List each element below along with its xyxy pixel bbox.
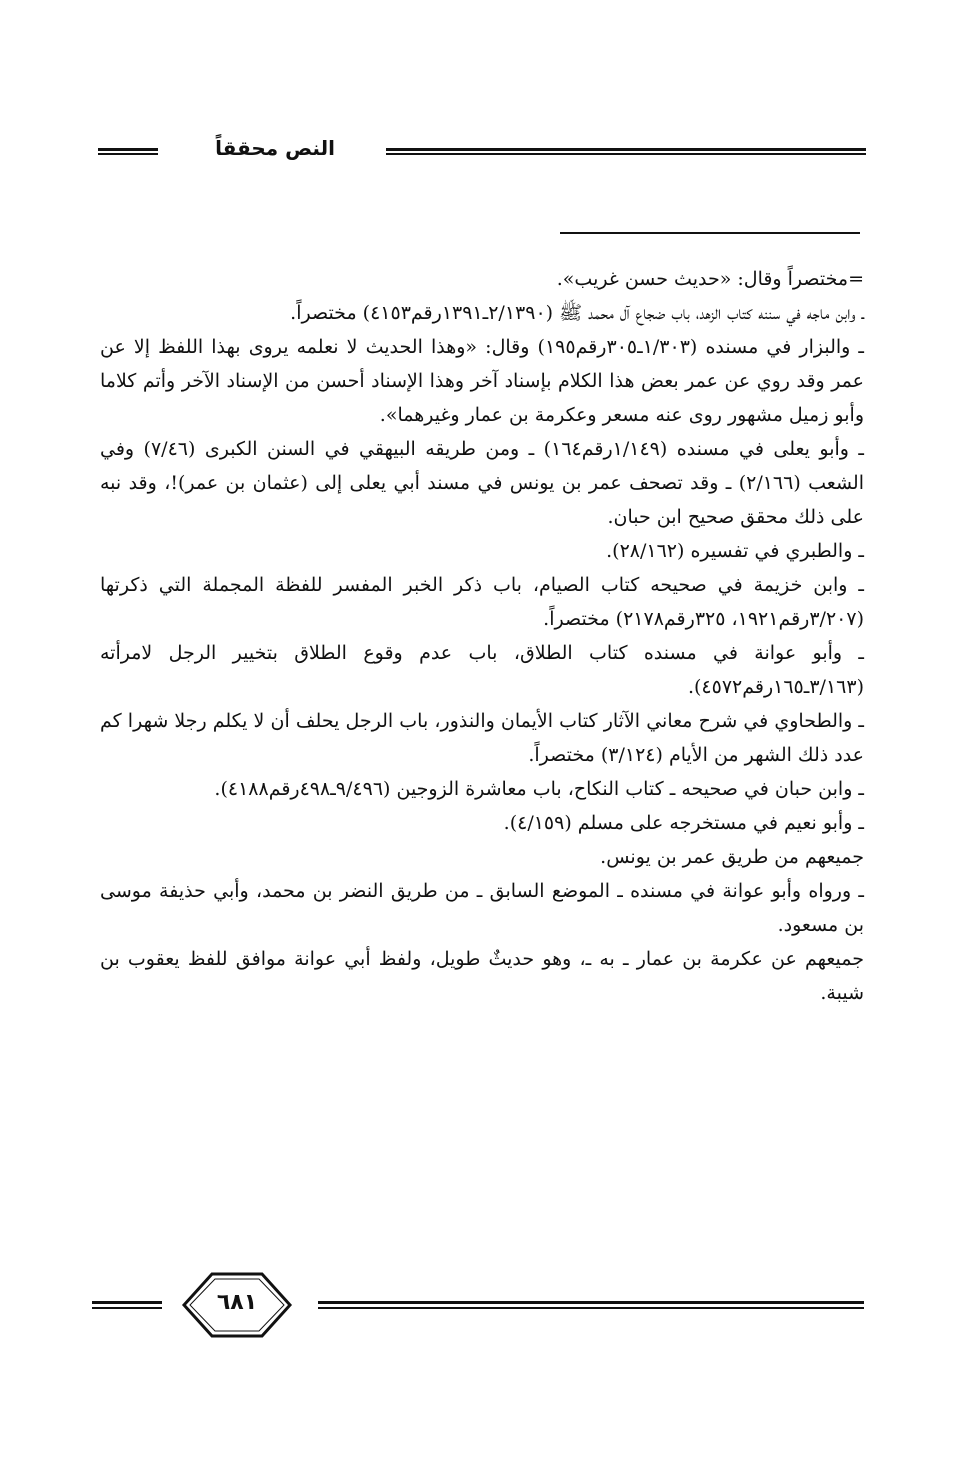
footnote-paragraph: ـ وابن ماجه في سننه كتاب الزهد، باب ضجاع آل محمد ﷺ (٢/١٣٩٠ـ١٣٩١رقم٤١٥٣) مختصراً. <box>290 302 864 324</box>
page-header <box>98 134 866 174</box>
page-footer <box>92 1270 864 1340</box>
footnote-separator <box>560 232 860 234</box>
header-rule-right <box>386 148 866 155</box>
footnote-paragraph: ـ وأبو عوانة في مسنده كتاب الطلاق، باب عدم وقوع الطلاق بتخيير الرجل لامرأته (٣/١٦٣ـ١٦٥رقم٤٥٧٢). <box>100 642 864 698</box>
running-title: النص محققاً <box>215 136 335 160</box>
footnote-paragraph: ـ والبزار في مسنده (١/٣٠٣ـ٣٠٥رقم١٩٥) وقال: «وهذا الحديث لا نعلمه يروى بهذا اللفظ إلا عن عمر وقد روي عن عمر بعض هذا الكلام بإسناد آخر وهذا الإسناد أحسن من الإسناد الآخر وأتم كلاما وأبو زميل مشهور روى عنه مسعر وعكرمة بن عمار وغيرهما». <box>100 336 864 426</box>
footnote-paragraph: =مختصراً وقال: «حديث حسن غريب». <box>556 268 864 290</box>
footnote-paragraph: ـ والطحاوي في شرح معاني الآثار كتاب الأيمان والنذور، باب الرجل يحلف أن لا يكلم رجلا شهرا كم عدد ذلك الشهر من الأيام (٣/١٢٤) مختصراً. <box>100 710 864 766</box>
footnote-paragraph: جميعهم عن عكرمة بن عمار ـ به ـ، وهو حديثٌ طويل، ولفظ أبي عوانة موافق للفظ يعقوب بن شيبة. <box>100 948 864 1004</box>
footnote-paragraph: ـ وأبو نعيم في مستخرجه على مسلم (٤/١٥٩). <box>503 812 864 834</box>
page-number: ٦٨١ <box>216 1290 258 1315</box>
footer-rule-left <box>92 1301 162 1309</box>
footnote-paragraph: جميعهم من طريق عمر بن يونس. <box>600 846 864 868</box>
footer-rule-right <box>318 1301 864 1309</box>
footnote-paragraph: ـ وابن خزيمة في صحيحه كتاب الصيام، باب ذكر الخبر المفسر للفظة المجملة التي ذكرتها (٣/٢٠٧رقم١٩٢١، ٣٢٥رقم٢١٧٨) مختصراً. <box>100 574 864 630</box>
footnote-paragraph: ـ وأبو يعلى في مسنده (١/١٤٩رقم١٦٤) ـ ومن طريقه البيهقي في السنن الكبرى (٧/٤٦) وفي الشعب (٢/١٦٦) ـ وقد تصحف عمر بن يونس في مسند أبي يعلى إلى (عثمان بن عمر)!، وقد نبه على ذلك محقق صحيح ابن حبان. <box>100 438 864 528</box>
footnote-body <box>100 262 864 1010</box>
footnote-paragraph: ـ والطبري في تفسيره (٢٨/١٦٢). <box>606 540 864 562</box>
footnote-paragraph: ـ ورواه وأبو عوانة في مسنده ـ الموضع السابق ـ من طريق النضر بن محمد، وأبي حذيفة موسى بن مسعود. <box>100 880 864 936</box>
header-rule-left <box>98 148 158 155</box>
footnote-paragraph: ـ وابن حبان في صحيحه ـ كتاب النكاح، باب معاشرة الزوجين (٩/٤٩٦ـ٤٩٨رقم٤١٨٨). <box>214 778 864 800</box>
